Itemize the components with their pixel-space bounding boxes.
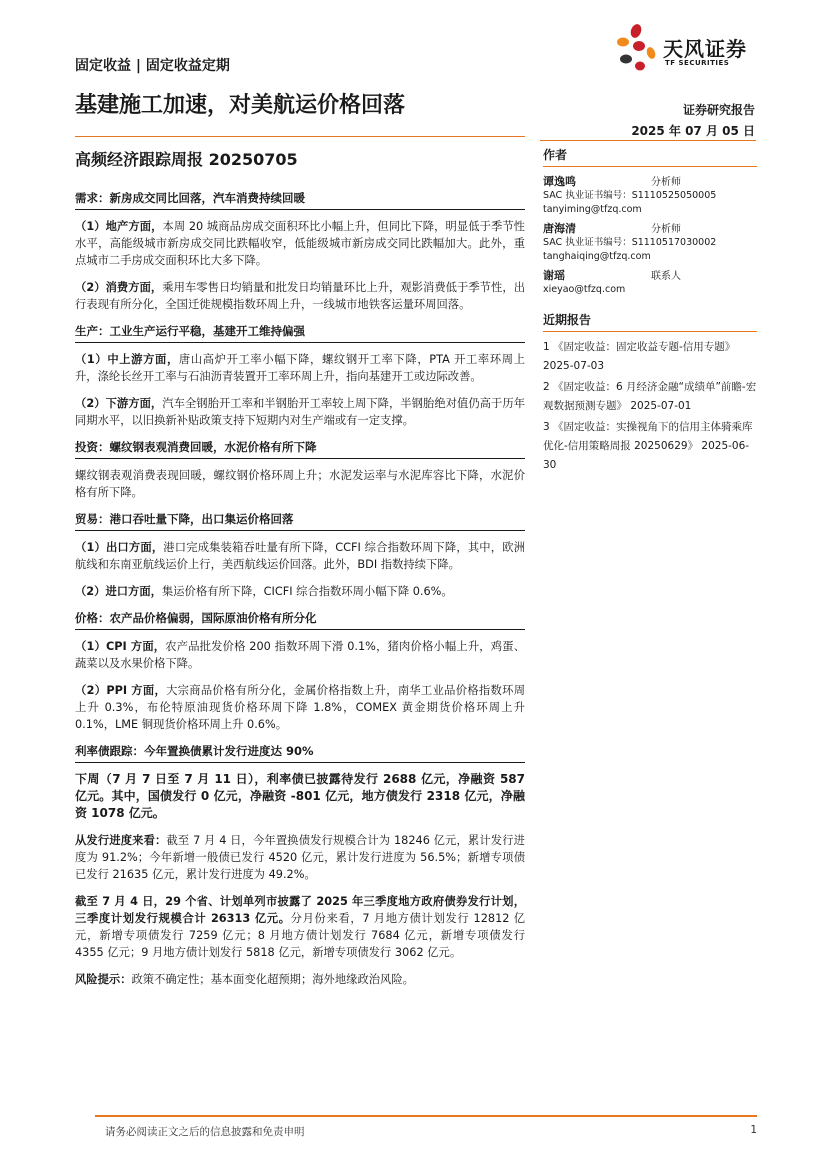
bonds-p2-text: 截至 7 月 4 日，今年置换债发行规模合计为 18246 亿元，累计发行进度为 91.2%；今年新增一般债已发行 4520 亿元，累计发行进度为 56.5%；新增专项债已发行 21635 亿元，累计发行进度为 49.2%。 (75, 834, 525, 881)
section-trade-heading: 贸易：港口吞吐量下降，出口集运价格回落 (75, 511, 525, 531)
bonds-p2-lead: 从发行进度来看： (75, 834, 167, 847)
author-role: 分析师 (651, 177, 681, 188)
trade-p2-text: 集运价格有所下降，CICFI 综合指数环周小幅下降 0.6%。 (161, 585, 453, 598)
main-content (75, 190, 525, 998)
author-card (543, 267, 757, 297)
author-card (543, 220, 757, 264)
section-investment-heading: 投资：螺纹钢表观消费回暖，水泥价格有所下降 (75, 439, 525, 459)
section-production-heading: 生产：工业生产运行平稳，基建开工维持偏强 (75, 323, 525, 343)
demand-p1-text: 本周 20 城商品房成交面积环比小幅上升，但同比下降，明显低于季节性水平，高能级城市新房成交同比跌幅收窄，低能级城市新房成交同比跌幅加大。此外，重点城市二手房成交面积环比大多下降。 (75, 220, 525, 267)
section-demand-heading: 需求：新房成交同比回落，汽车消费持续回暖 (75, 190, 525, 210)
risk-text: 政策不确定性；基本面变化超预期；海外地缘政治风险。 (131, 973, 414, 986)
risk-lead: 风险提示： (75, 973, 132, 986)
report-date: 2025 年 07 月 05 日 (631, 124, 755, 138)
sidebar-divider (540, 140, 756, 141)
author-cert: SAC 执业证书编号：S1110525050005 (543, 190, 717, 201)
footer-disclaimer: 请务必阅读正文之后的信息披露和免责申明 (105, 1126, 305, 1138)
footer-divider (95, 1115, 757, 1117)
bonds-paragraph-1: 下周（7 月 7 日至 7 月 11 日），利率债已披露待发行 2688 亿元，净融资 587 亿元。其中，国债发行 0 亿元，净融资 -801 亿元，地方债发行 2318 亿元，净融资 1078 亿元。 (75, 772, 525, 820)
author-card (543, 173, 757, 217)
authors-heading: 作者 (543, 146, 757, 167)
price-p2-lead: （2）PPI 方面， (75, 684, 167, 697)
trade-p1-text: 港口完成集装箱吞吐量有所下降，CCFI 综合指数环周下降，其中，欧洲航线和东南亚航线运价上行，美西航线运价回落。此外，BDI 指数持续下降。 (75, 541, 525, 571)
author-role: 分析师 (651, 224, 681, 235)
author-email[interactable]: xieyao@tfzq.com (543, 284, 626, 295)
demand-p2-text: 乘用车零售日均销量和批发日均销量环比上升，观影消费低于季节性，出行表现有所分化，全国迁徙规模指数环周上升，一线城市地铁客运量环周回落。 (75, 281, 525, 311)
trade-p1-lead: （1）出口方面， (75, 541, 164, 554)
report-category: 固定收益 | 固定收益定期 (75, 58, 230, 74)
author-email[interactable]: tanghaiqing@tfzq.com (543, 251, 651, 262)
risk-paragraph (75, 971, 525, 988)
production-p1-lead: （1）中上游方面， (75, 353, 179, 366)
production-p2-text: 汽车全钢胎开工率和半钢胎开工率较上周下降，半钢胎绝对值仍高于历年同期水平，以旧换新补贴政策支持下短期内对生产端或有一定支撑。 (75, 397, 525, 427)
section-bonds-heading: 利率债跟踪：今年置换债累计发行进度达 90% (75, 743, 525, 763)
demand-paragraph-2 (75, 279, 525, 313)
demand-paragraph-1 (75, 218, 525, 269)
production-p1-text: 唐山高炉开工率小幅下降，螺纹钢开工率下降，PTA 开工率环周上升，涤纶长丝开工率与石油沥青装置开工率环周上升，指向基建开工或边际改善。 (75, 353, 525, 383)
investment-paragraph-1 (75, 467, 525, 501)
price-p1-lead: （1）CPI 方面， (75, 640, 166, 653)
logo-mark-icon (612, 22, 660, 74)
recent-report-item[interactable]: 1 《固定收益：固定收益专题-信用专题》 2025-07-03 (543, 341, 736, 372)
price-p1-text: 农产品批发价格 200 指数环周下滑 0.1%，猪肉价格小幅上升，鸡蛋、蔬菜以及水果价格下降。 (75, 640, 525, 670)
recent-reports-heading: 近期报告 (543, 311, 757, 332)
production-paragraph-2 (75, 395, 525, 429)
recent-report-item[interactable]: 2 《固定收益：6 月经济金融“成绩单”前瞻-宏观数据预测专题》 2025-07-01 (543, 381, 757, 412)
production-paragraph-1 (75, 351, 525, 385)
price-paragraph-1 (75, 638, 525, 672)
author-email[interactable]: tanyiming@tfzq.com (543, 204, 642, 215)
page-number: 1 (750, 1124, 757, 1136)
page-title: 基建施工加速，对美航运价格回落 (75, 93, 406, 118)
recent-report-item[interactable]: 3 《固定收益：实操视角下的信用主体骑乘库优化-信用策略周报 20250629》 2025-06-30 (543, 421, 753, 471)
price-p2-text: 大宗商品价格有所分化，金属价格指数上升，南华工业品价格指数环周上升 0.3%，布伦特原油现货价格环周下降 1.8%，COMEX 黄金期货价格环周上升 0.1%，LME 铜现货价格环周上升 0.6%。 (75, 684, 525, 731)
company-logo (612, 22, 762, 74)
report-subtitle: 高频经济跟踪周报 20250705 (75, 150, 298, 169)
investment-p1-text: 螺纹钢表观消费表现回暖，螺纹钢价格环周上升；水泥发运率与水泥库容比下降，水泥价格有所下降。 (75, 469, 525, 499)
author-name: 谭逸鸣 (543, 175, 576, 188)
demand-p2-lead: （2）消费方面， (75, 281, 163, 294)
author-name: 谢瑶 (543, 269, 565, 282)
bonds-paragraph-2 (75, 832, 525, 883)
sidebar (543, 146, 757, 477)
production-p2-lead: （2）下游方面， (75, 397, 163, 410)
trade-paragraph-2 (75, 583, 525, 600)
bonds-p3-text: 分月份来看，7 月地方债计划发行 12812 亿元，新增专项债发行 7259 亿元；8 月地方债计划发行 7684 亿元，新增专项债发行 4355 亿元；9 月地方债计划发行 5818 亿元，新增专项债发行 3062 亿元。 (75, 912, 526, 959)
header-divider (75, 136, 525, 137)
bonds-paragraph-3 (75, 893, 525, 961)
recent-reports (543, 311, 757, 475)
trade-paragraph-1 (75, 539, 525, 573)
demand-p1-lead: （1）地产方面， (75, 220, 163, 233)
report-type: 证券研究报告 (682, 103, 755, 117)
section-price-heading: 价格：农产品价格偏弱，国际原油价格有所分化 (75, 610, 525, 630)
logo-text-cn: 天风证券 (663, 37, 747, 61)
trade-p2-lead: （2）进口方面， (75, 585, 162, 598)
author-cert: SAC 执业证书编号：S1110517030002 (543, 237, 717, 248)
price-paragraph-2 (75, 682, 525, 733)
author-name: 唐海清 (543, 222, 576, 235)
logo-text-en: TF SECURITIES (665, 59, 730, 67)
bonds-p3-lead: 截至 7 月 4 日，29 个省、计划单列市披露了 2025 年三季度地方政府债券发行计划，三季度计划发行规模合计 26313 亿元。 (75, 895, 525, 925)
author-role: 联系人 (651, 271, 681, 282)
